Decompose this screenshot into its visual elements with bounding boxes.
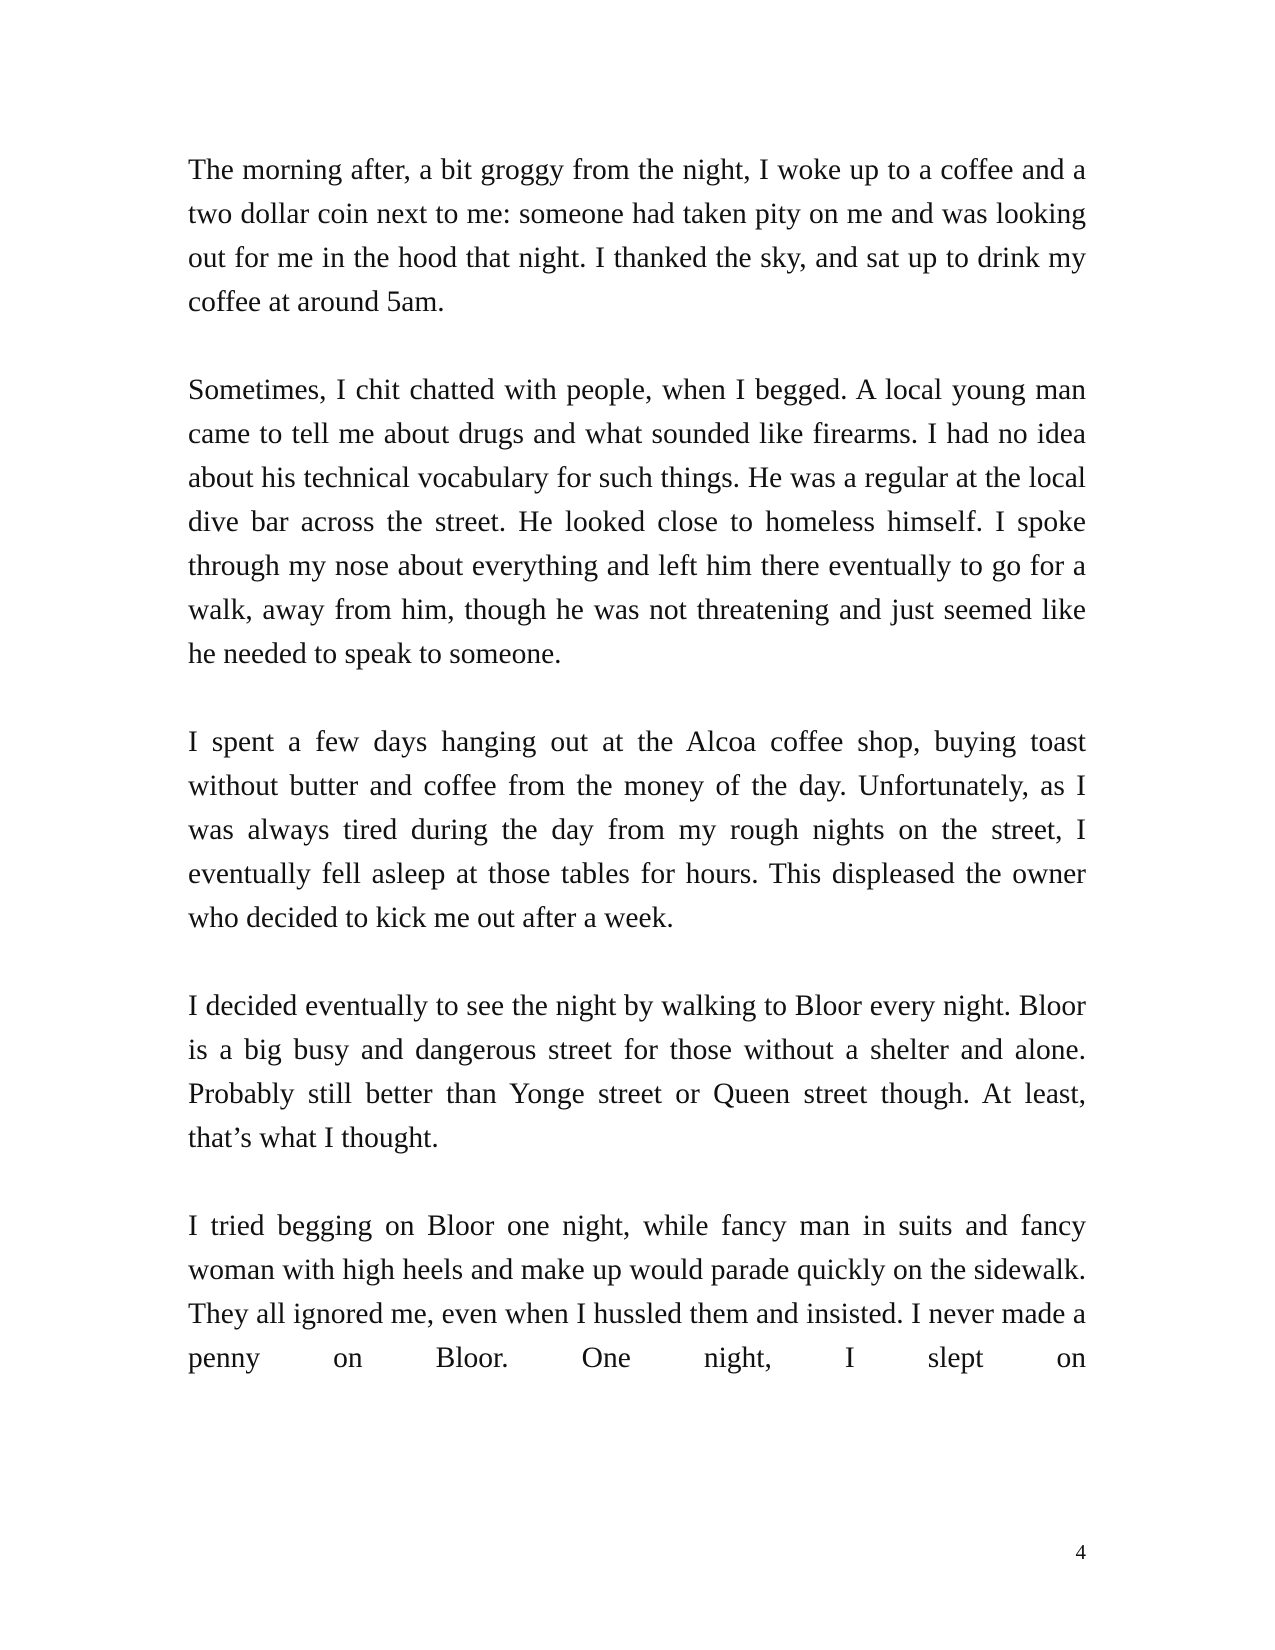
paragraph-5: I tried begging on Bloor one night, while fancy man in suits and fancy woman with high heels and make up would parade quickly on the sidewalk. They all ignored me, even when I hussled them and insisted. I never made a penny on Bloor. One night, I slept on [188,1210,1086,1374]
page-number: 4 [1075,1540,1086,1564]
paragraph-2: Sometimes, I chit chatted with people, when I begged. A local young man came to tell me about drugs and what sounded like firearms. I had no idea about his technical vocabulary for such things. He was a regular at the local dive bar across the street. He looked close to homeless himself. I spoke through my nose about everything and left him there eventually to go for a walk, away from him, though he was not threatening and just seemed like he needed to speak to someone. [188,374,1086,670]
paragraph-3: I spent a few days hanging out at the Alcoa coffee shop, buying toast without butter and coffee from the money of the day. Unfortunately, as I was always tired during the day from my rough nights on the street, I eventually fell asleep at those tables for hours. This displeased the owner who decided to kick me out after a week. [188,726,1086,934]
paragraph-1: The morning after, a bit groggy from the night, I woke up to a coffee and a two dollar coin next to me: someone had taken pity on me and was looking out for me in the hood that night. I thanked the sky, and sat up to drink my coffee at around 5am. [188,154,1086,318]
body-text [188,148,1086,1380]
paragraph-4: I decided eventually to see the night by walking to Bloor every night. Bloor is a big busy and dangerous street for those without a shelter and alone. Probably still better than Yonge street or Queen street though. At least, that’s what I thought. [188,990,1086,1154]
